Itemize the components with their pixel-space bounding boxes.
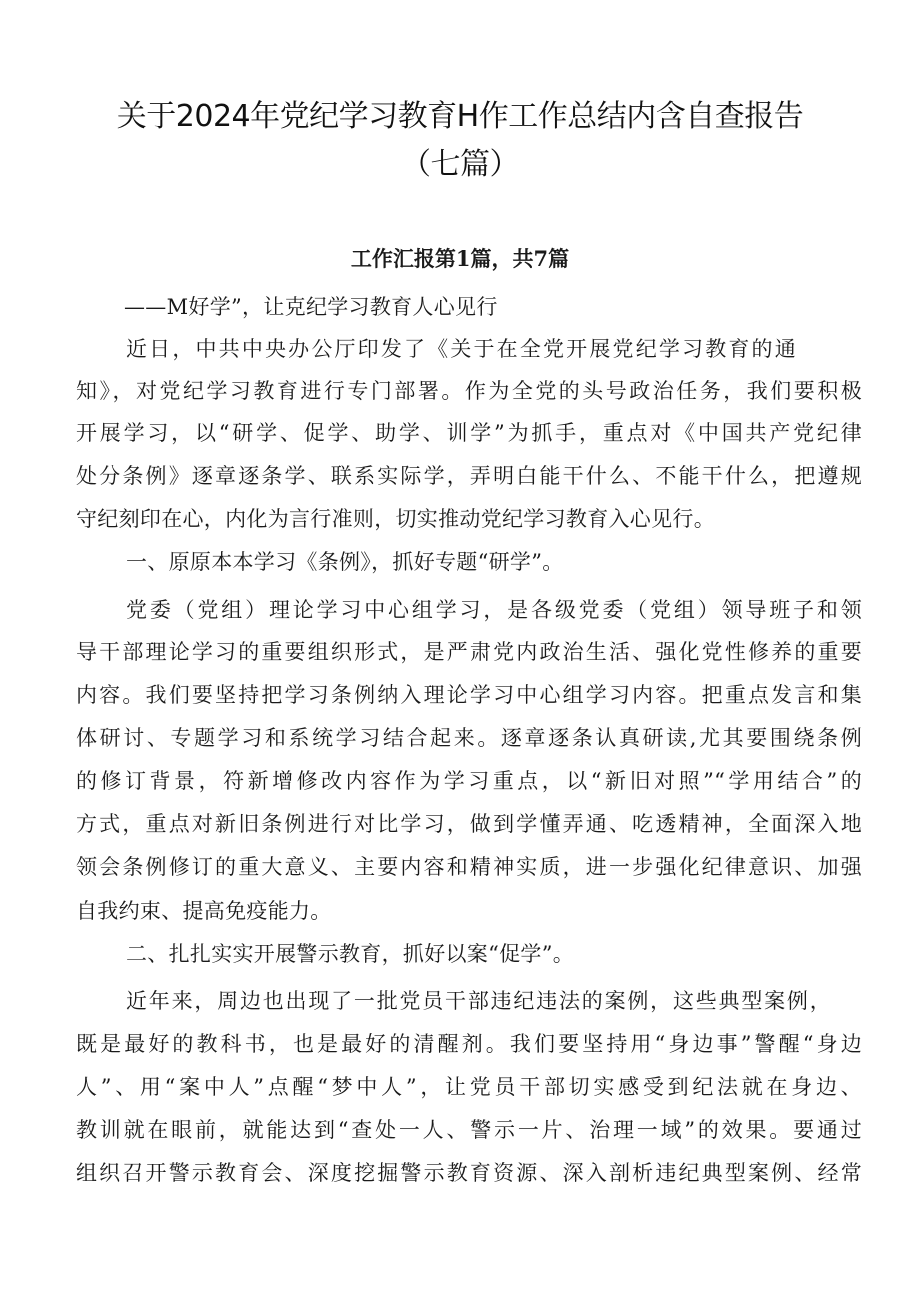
lead-quote-line: ——M好学”，让克纪学习教育人心见行 (124, 295, 498, 319)
document-title-line-1: 关于2024年党纪学习教育H作工作总结内含自查报告 (116, 99, 804, 134)
section-heading-2: 二、扎扎实实开展警示教育，抓好以案“促学”。 (126, 942, 575, 966)
paragraph-line: 内容。我们要坚持把学习条例纳入理论学习中心组学习内容。把重点发言和集 (76, 683, 862, 707)
report-subtitle (0, 243, 920, 273)
paragraph-line: 开展学习，以“研学、促学、助学、训学”为抓手，重点对《中国共产党纪律 (76, 421, 862, 445)
section-heading-1: 一、原原本本学习《条例》，抓好专题“研学”。 (126, 550, 564, 574)
paragraph-line: 导干部理论学习的重要组织形式，是严肃党内政治生活、强化党性修养的重要 (76, 640, 862, 664)
paragraph-line: 教训就在眼前，就能达到“查处一人、警示一片、治理一域”的效果。要通过 (76, 1118, 862, 1142)
paragraph-line: 体研讨、专题学习和系统学习结合起来。逐章逐条认真研读,尤其要围绕条例 (76, 726, 862, 750)
paragraph-line: 近日，中共中央办公厅印发了《关于在全党开展党纪学习教育的通 (126, 337, 796, 361)
paragraph-line: 处分条例》逐章逐条学、联系实际学，弄明白能干什么、不能干什么，把遵规 (76, 464, 862, 488)
paragraph-line: 方式，重点对新旧条例进行对比学习，做到学懂弄通、吃透精神，全面深入地 (76, 812, 862, 836)
paragraph-line: 的修订背景，符新增修改内容作为学习重点，以“新旧对照”“学用结合”的 (76, 769, 862, 793)
paragraph-line: 守纪刻印在心，内化为言行准则，切实推动党纪学习教育入心见行。 (76, 507, 715, 531)
paragraph-line: 组织召开警示教育会、深度挖掘警示教育资源、深入剖析违纪典型案例、经常 (76, 1161, 862, 1185)
paragraph-line: 知》，对党纪学习教育进行专门部署。作为全党的头号政治任务，我们要积极 (76, 379, 862, 403)
report-subtitle-text: 工作汇报第1篇，共7篇 (350, 246, 570, 271)
paragraph-line: 自我约束、提高免疫能力。 (76, 899, 332, 923)
paragraph-line: 领会条例修订的重大意义、主要内容和精神实质，进一步强化纪律意识、加强 (76, 855, 862, 879)
paragraph-line: 党委（党组）理论学习中心组学习，是各级党委（党组）领导班子和领 (126, 598, 862, 622)
document-title-line-2: （七篇） (401, 147, 519, 182)
paragraph-line: 既是最好的教科书，也是最好的清醒剂。我们要坚持用“身边事”警醒“身边 (76, 1032, 862, 1056)
paragraph-line: 近年来，周边也出现了一批党员干部违纪违法的案例，这些典型案例， (126, 989, 831, 1013)
paragraph-line: 人”、用“案中人”点醒“梦中人”，让党员干部切实感受到纪法就在身边、 (76, 1075, 862, 1099)
